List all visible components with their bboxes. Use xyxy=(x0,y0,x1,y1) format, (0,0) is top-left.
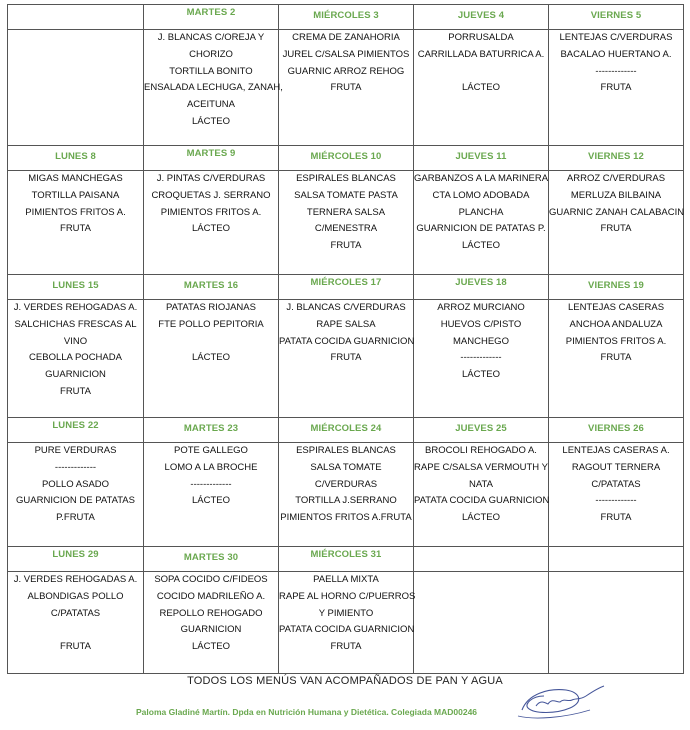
dish-item: LENTEJAS C/VERDURAS xyxy=(559,32,673,43)
dish-item: FTE POLLO PEPITORIA xyxy=(158,318,264,330)
dish-item: PATATA COCIDA GUARNICION xyxy=(414,495,550,507)
day-header: MARTES 23 xyxy=(144,418,279,443)
nutritionist-credit: Paloma Gladiné Martín. Dpda en Nutrición Humana y Dietética. Colegiada MAD00246 xyxy=(136,707,478,717)
dish-item: C/MENESTRA xyxy=(314,223,378,235)
week-menu-row xyxy=(8,300,684,418)
dish-item: GUARNIC ARROZ REHOG xyxy=(287,65,405,77)
dish-item: J. BLANCAS C/VERDURAS xyxy=(286,302,406,313)
dish-item: ARROZ MURCIANO xyxy=(437,302,525,313)
day-menu-cell xyxy=(144,300,279,418)
dish-item: FRUTA xyxy=(60,385,91,397)
dish-item: LENTEJAS CASERAS A. xyxy=(562,445,670,456)
day-header: LUNES 15 xyxy=(8,275,144,300)
dish-item: ------------- xyxy=(460,352,502,364)
dish-item: RAPE C/SALSA VERMOUTH Y xyxy=(414,461,548,473)
day-header xyxy=(8,5,144,30)
dish-item: ------------- xyxy=(595,65,637,77)
dish-item: FRUTA xyxy=(60,641,91,653)
dish-item: ACEITUNA xyxy=(186,99,236,111)
dish-item: LÁCTEO xyxy=(191,495,230,507)
dish-item: FRUTA xyxy=(330,352,362,364)
day-menu-cell xyxy=(414,443,549,547)
day-header: MARTES 2 xyxy=(144,5,279,30)
dish-item: TORTILLA J.SERRANO xyxy=(295,495,397,507)
dish-item: PIMIENTOS FRITOS A. xyxy=(25,206,126,218)
dish-item: FRUTA xyxy=(330,82,362,94)
dish-item: ESPIRALES BLANCAS xyxy=(296,173,396,184)
dish-item: BACALAO HUERTANO A. xyxy=(560,48,672,60)
day-header xyxy=(549,547,684,572)
dish-item: ARROZ C/VERDURAS xyxy=(566,173,666,184)
dish-item: SALSA TOMATE PASTA xyxy=(294,189,398,201)
dish-item: REPOLLO REHOGADO xyxy=(159,607,263,619)
dish-item: LÁCTEO xyxy=(461,240,500,252)
day-menu-cell xyxy=(8,443,144,547)
week-menu-row xyxy=(8,171,684,275)
dish-item: LENTEJAS CASERAS xyxy=(567,302,665,313)
day-header: MIÉRCOLES 24 xyxy=(279,418,414,443)
dish-item: POLLO ASADO xyxy=(41,478,110,490)
day-header: JUEVES 4 xyxy=(414,5,549,30)
dish-item: J. PINTAS C/VERDURAS xyxy=(156,173,266,184)
day-menu-cell xyxy=(8,171,144,275)
day-menu-cell xyxy=(279,443,414,547)
dish-item: PORRUSALDA xyxy=(448,32,514,43)
dish-item: ESPIRALES BLANCAS xyxy=(296,445,396,456)
menu-calendar xyxy=(7,4,684,674)
dish-item: PATATA COCIDA GUARNICION xyxy=(279,335,415,347)
dish-item: CHORIZO xyxy=(189,48,233,60)
dish-item: MANCHEGO xyxy=(453,335,509,347)
dish-item: SALSA TOMATE xyxy=(310,461,382,473)
day-menu-cell xyxy=(414,171,549,275)
dish-item: PLANCHA xyxy=(458,206,504,218)
dish-item: VINO xyxy=(63,335,88,347)
day-header: VIERNES 19 xyxy=(549,275,684,300)
day-header: JUEVES 18 xyxy=(414,275,549,300)
week-header-row xyxy=(8,547,684,572)
day-menu-cell xyxy=(549,572,684,674)
dish-item: J. VERDES REHOGADAS A. xyxy=(13,302,138,313)
day-menu-cell xyxy=(549,300,684,418)
day-menu-cell xyxy=(549,30,684,146)
dish-item: PIMIENTOS FRITOS A.FRUTA xyxy=(280,512,412,524)
dish-item: BROCOLI REHOGADO A. xyxy=(425,445,537,456)
dish-item: FRUTA xyxy=(60,223,91,235)
day-menu-cell xyxy=(414,30,549,146)
day-header: VIERNES 26 xyxy=(549,418,684,443)
day-header: VIERNES 5 xyxy=(549,5,684,30)
day-menu-cell xyxy=(279,572,414,674)
dish-item: PATATA COCIDA GUARNICION xyxy=(279,624,415,636)
dish-item: GUARNICION xyxy=(180,624,242,636)
week-header-row xyxy=(8,5,684,30)
dish-item: RAPE AL HORNO C/PUERROS xyxy=(279,590,416,602)
dish-item: C/PATATAS xyxy=(50,607,101,619)
day-header: MARTES 9 xyxy=(144,146,279,171)
day-header: MIÉRCOLES 17 xyxy=(279,275,414,300)
dish-item: ------------- xyxy=(595,495,637,507)
dish-item: MIGAS MANCHEGAS xyxy=(28,173,123,184)
dish-item: CARRILLADA BATURRICA A. xyxy=(417,48,545,60)
day-menu-cell xyxy=(8,572,144,674)
day-header xyxy=(414,547,549,572)
dish-item: FRUTA xyxy=(330,240,362,252)
dish-item: CREMA DE ZANAHORIA xyxy=(292,32,400,43)
dish-item: LÁCTEO xyxy=(461,512,500,524)
dish-item: FRUTA xyxy=(330,641,362,653)
dish-item: FRUTA xyxy=(600,82,632,94)
day-header: LUNES 8 xyxy=(8,146,144,171)
dish-item: GARBANZOS A LA MARINERA xyxy=(414,173,549,184)
dish-item: C/VERDURAS xyxy=(314,478,378,490)
dish-item: ANCHOA ANDALUZA xyxy=(569,318,663,330)
day-header: JUEVES 25 xyxy=(414,418,549,443)
dish-item: CEBOLLA POCHADA xyxy=(29,352,122,364)
day-menu-cell xyxy=(144,572,279,674)
day-header: VIERNES 12 xyxy=(549,146,684,171)
day-header: MIÉRCOLES 31 xyxy=(279,547,414,572)
dish-item: ------------- xyxy=(190,478,232,490)
day-header: LUNES 22 xyxy=(8,418,144,443)
week-header-row xyxy=(8,418,684,443)
dish-item: GUARNICION xyxy=(45,369,106,381)
dish-item: PURE VERDURAS xyxy=(34,445,117,456)
dish-item: LÁCTEO xyxy=(191,115,230,127)
dish-item: PIMIENTOS FRITOS A. xyxy=(565,335,667,347)
dish-item: Y PIMIENTO xyxy=(318,607,374,619)
day-menu-cell xyxy=(279,30,414,146)
dish-item: MERLUZA BILBAINA xyxy=(570,189,662,201)
dish-item: FRUTA xyxy=(600,352,632,364)
day-header: MARTES 16 xyxy=(144,275,279,300)
dish-item: ENSALADA LECHUGA, ZANAH, xyxy=(144,82,283,94)
dish-item: POTE GALLEGO xyxy=(174,445,248,456)
day-menu-cell xyxy=(8,30,144,146)
week-menu-row xyxy=(8,443,684,547)
dish-item: HUEVOS C/PISTO xyxy=(440,318,522,330)
dish-item: LÁCTEO xyxy=(461,82,500,94)
dish-item: CTA LOMO ADOBADA xyxy=(432,189,530,201)
footer-note: TODOS LOS MENÚS VAN ACOMPAÑADOS DE PAN Y AGUA xyxy=(187,675,503,687)
day-header: MARTES 30 xyxy=(144,547,279,572)
dish-item: TORTILLA PAISANA xyxy=(31,189,120,201)
dish-item: ------------- xyxy=(54,461,97,473)
dish-item: C/PATATAS xyxy=(591,478,641,490)
signature-image xyxy=(514,680,606,722)
dish-item: LÁCTEO xyxy=(191,352,230,364)
dish-item: SOPA COCIDO C/FIDEOS xyxy=(154,574,268,585)
dish-item xyxy=(144,334,278,351)
dish-item: P.FRUTA xyxy=(56,512,95,524)
dish-item: LÁCTEO xyxy=(461,369,500,381)
day-menu-cell xyxy=(549,443,684,547)
dish-item: COCIDO MADRILEÑO A. xyxy=(156,590,266,602)
dish-item: RAGOUT TERNERA xyxy=(571,461,661,473)
dish-item: JUREL C/SALSA PIMIENTOS xyxy=(282,48,410,60)
dish-item: TORTILLA BONITO xyxy=(169,65,253,77)
dish-item: TERNERA SALSA xyxy=(306,206,386,218)
day-menu-cell xyxy=(144,171,279,275)
dish-item: LÁCTEO xyxy=(191,223,230,235)
dish-item: LOMO A LA BROCHE xyxy=(164,461,258,473)
dish-item: GUARNIC ZANAH CALABACIN xyxy=(549,206,685,218)
day-menu-cell xyxy=(549,171,684,275)
week-menu-row xyxy=(8,30,684,146)
dish-item: PIMIENTOS FRITOS A. xyxy=(160,206,262,218)
dish-item: J. VERDES REHOGADAS A. xyxy=(13,574,138,585)
day-header: LUNES 29 xyxy=(8,547,144,572)
dish-item: FRUTA xyxy=(600,223,632,235)
dish-item: FRUTA xyxy=(600,512,632,524)
dish-item: SALCHICHAS FRESCAS AL xyxy=(14,318,137,330)
day-header: MIÉRCOLES 3 xyxy=(279,5,414,30)
day-menu-cell xyxy=(279,171,414,275)
dish-item: PAELLA MIXTA xyxy=(313,574,379,585)
day-menu-cell xyxy=(8,300,144,418)
day-header: JUEVES 11 xyxy=(414,146,549,171)
week-menu-row xyxy=(8,572,684,674)
day-menu-cell xyxy=(414,572,549,674)
dish-item: CROQUETAS J. SERRANO xyxy=(151,189,271,201)
day-menu-cell xyxy=(144,30,283,146)
week-header-row xyxy=(8,146,684,171)
day-header: MIÉRCOLES 10 xyxy=(279,146,414,171)
dish-item: NATA xyxy=(469,478,493,490)
dish-item: GUARNICION DE PATATAS P. xyxy=(416,223,546,235)
dish-item: RAPE SALSA xyxy=(316,318,376,330)
dish-item xyxy=(414,64,548,81)
day-menu-cell xyxy=(144,443,279,547)
dish-item: PATATAS RIOJANAS xyxy=(166,302,256,313)
dish-item: J. BLANCAS C/OREJA Y xyxy=(157,32,265,43)
dish-item: LÁCTEO xyxy=(191,641,230,653)
dish-item: ALBONDIGAS POLLO xyxy=(27,590,124,602)
dish-item: GUARNICION DE PATATAS xyxy=(16,495,135,507)
week-header-row xyxy=(8,275,684,300)
day-menu-cell xyxy=(414,300,549,418)
day-menu-cell xyxy=(279,300,414,418)
dish-item xyxy=(8,622,143,639)
